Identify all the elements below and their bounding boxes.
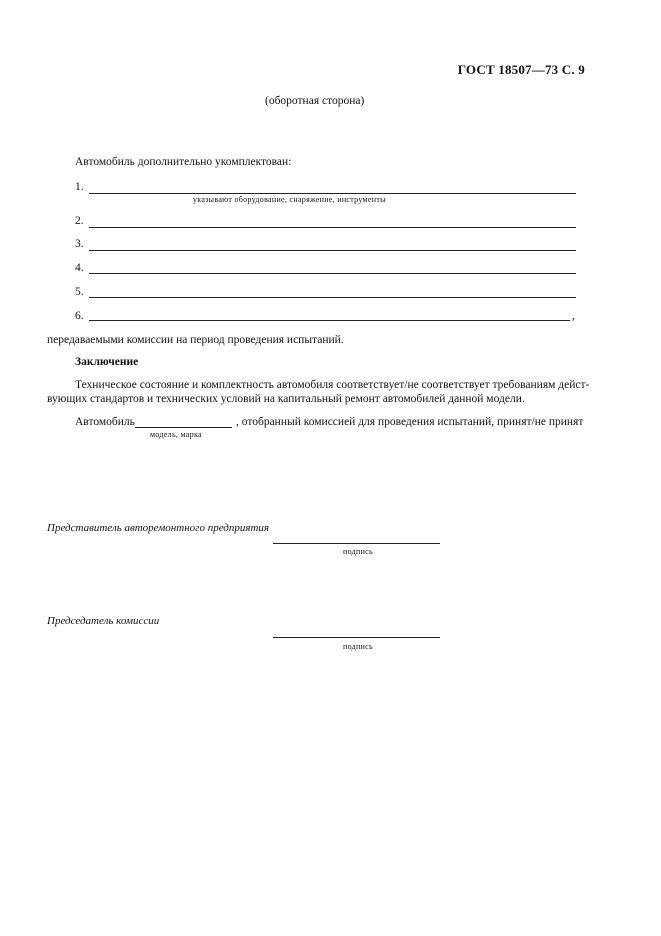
car-model-hint: модель, марка (150, 430, 202, 439)
item-number-2: 2. (75, 215, 84, 227)
item-number-6: 6. (75, 310, 84, 322)
chairman-signature-hint: подпись (343, 642, 373, 651)
item-number-4: 4. (75, 262, 84, 274)
equipment-intro: Автомобиль дополнительно укомплектован: (75, 156, 292, 168)
item-line-6[interactable] (89, 320, 570, 321)
equipment-closing: передаваемыми комиссии на период проведения испытаний. (47, 334, 344, 346)
car-label: Автомобиль (75, 416, 135, 428)
item-number-3: 3. (75, 238, 84, 250)
side-note: (оборотная сторона) (265, 95, 365, 107)
item-1-hint: указывают оборудование, снаряжение, инструменты (193, 195, 386, 204)
car-decision-text: , отобранный комиссией для проведения испытаний, принят/не принят (236, 416, 584, 428)
representative-signature-line[interactable] (273, 543, 440, 544)
chairman-signature-line[interactable] (273, 637, 440, 638)
page-header: ГОСТ 18507—73 С. 9 (457, 62, 585, 77)
conclusion-line-2: вующих стандартов и технических условий на капитальный ремонт автомобилей данной модели. (47, 393, 525, 405)
conclusion-line-1: Техническое состояние и комплектность автомобиля соответствует/не соответствует требованиям дейст- (75, 379, 590, 391)
representative-signature-hint: подпись (343, 547, 373, 556)
chairman-label: Председатель комиссии (47, 615, 160, 627)
conclusion-heading: Заключение (75, 356, 139, 368)
item-number-5: 5. (75, 286, 84, 298)
item-line-1[interactable] (89, 193, 576, 194)
item-line-5[interactable] (89, 297, 576, 298)
representative-label: Представитель авторемонтного предприятия (47, 522, 270, 534)
item-6-comma: , (572, 310, 575, 322)
item-number-1: 1. (75, 181, 84, 193)
item-line-4[interactable] (89, 273, 576, 274)
item-line-3[interactable] (89, 250, 576, 251)
item-line-2[interactable] (89, 227, 576, 228)
car-model-line[interactable] (135, 427, 232, 428)
